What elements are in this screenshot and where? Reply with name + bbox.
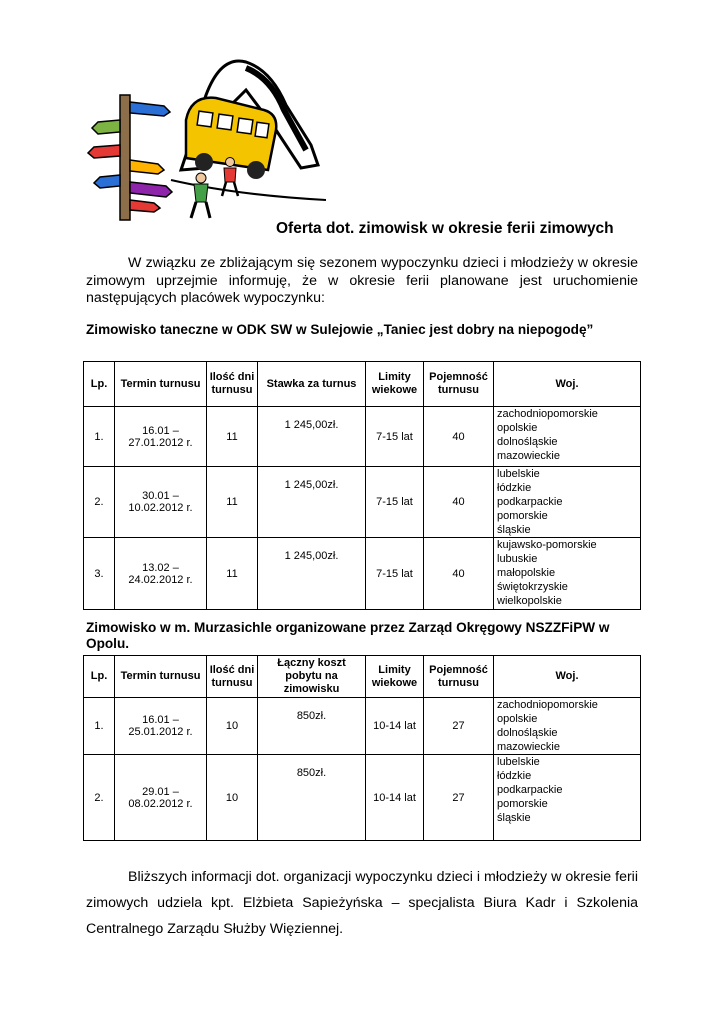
table-row: [84, 467, 641, 538]
voivodeship-item: podkarpackie: [497, 784, 563, 796]
voivodeship-item: podkarpackie: [497, 496, 563, 508]
row-capacity: 27: [424, 698, 494, 755]
bus-signpost-clipart: [86, 50, 326, 225]
voivodeship-item: wielkopolskie: [497, 595, 562, 607]
table-row: [84, 755, 641, 841]
voivodeship-item: łódzkie: [497, 770, 532, 782]
voivodeship-item: małopolskie: [497, 567, 556, 579]
voivodeship-item: mazowieckie: [497, 450, 560, 462]
voivodeship-item: opolskie: [497, 713, 538, 725]
sign-arrow: [94, 175, 120, 188]
header-cost: Łączny koszt pobytu na zimowisku: [258, 656, 366, 698]
voivodeship-item: kujawsko-pomorskie: [497, 539, 597, 551]
row-number: 1.: [84, 407, 115, 467]
row-term: 13.02 – 24.02.2012 r.: [115, 538, 207, 610]
sign-arrow: [130, 160, 164, 174]
header-capacity: Pojemność turnusu: [424, 362, 494, 407]
voivodeship-item: mazowieckie: [497, 741, 560, 753]
sign-arrow: [88, 145, 120, 158]
row-number: 2.: [84, 467, 115, 538]
table-header-row: [84, 656, 641, 698]
row-term: 16.01 – 25.01.2012 r.: [115, 698, 207, 755]
sign-arrow: [130, 200, 160, 212]
table-row: [84, 538, 641, 610]
header-lp: Lp.: [84, 656, 115, 698]
page-title: Oferta dot. zimowisk w okresie ferii zimowych: [276, 220, 614, 237]
row-term: 29.01 – 08.02.2012 r.: [115, 755, 207, 841]
closing-paragraph: [86, 864, 638, 942]
row-age-limit: 7-15 lat: [366, 407, 424, 467]
voivodeship-item: śląskie: [497, 524, 531, 536]
section2-table: [83, 655, 641, 841]
header-term: Termin turnusu: [115, 362, 207, 407]
header-woj: Woj.: [494, 656, 641, 698]
row-capacity: 27: [424, 755, 494, 841]
intro-text: W związku ze zbliżającym się sezonem wypoczynku dzieci i młodzieży w okresie zimowym uprzejmie informuję, że w okresie ferii planowane jest uruchomienie następujących placówek wypoczynku:: [86, 255, 638, 306]
header-days: Ilość dni turnusu: [207, 362, 258, 407]
table-row: [84, 407, 641, 467]
voivodeship-item: opolskie: [497, 422, 538, 434]
row-capacity: 40: [424, 407, 494, 467]
row-age-limit: 10-14 lat: [366, 755, 424, 841]
voivodeship-item: dolnośląskie: [497, 436, 558, 448]
row-days: 11: [207, 467, 258, 538]
voivodeship-item: śląskie: [497, 812, 531, 824]
row-rate: 850zł.: [258, 755, 366, 841]
section1-title: Zimowisko taneczne w ODK SW w Sulejowie „Taniec jest dobry na niepogodę”: [86, 322, 594, 337]
sign-arrow: [92, 120, 120, 134]
header-age: Limity wiekowe: [366, 362, 424, 407]
table-row: [84, 698, 641, 755]
voivodeship-item: pomorskie: [497, 510, 548, 522]
row-days: 10: [207, 698, 258, 755]
row-voivodeships: [494, 467, 641, 538]
voivodeship-item: dolnośląskie: [497, 727, 558, 739]
row-rate: 1 245,00zł.: [258, 467, 366, 538]
header-woj: Woj.: [494, 362, 641, 407]
row-age-limit: 7-15 lat: [366, 538, 424, 610]
row-voivodeships: [494, 407, 641, 467]
sign-arrow: [130, 102, 170, 116]
header-rate: Stawka za turnus: [258, 362, 366, 407]
voivodeship-item: pomorskie: [497, 798, 548, 810]
header-lp: Lp.: [84, 362, 115, 407]
row-voivodeships: [494, 755, 641, 841]
row-capacity: 40: [424, 538, 494, 610]
row-voivodeships: [494, 698, 641, 755]
row-number: 3.: [84, 538, 115, 610]
row-rate: 850zł.: [258, 698, 366, 755]
row-age-limit: 7-15 lat: [366, 467, 424, 538]
closing-text: Bliższych informacji dot. organizacji wypoczynku dzieci i młodzieży w okresie ferii zimowych udziela kpt. Elżbieta Sapieżyńska – specjalista Biura Kadr i Szkolenia Centralnego Zarządu Służby Więziennej.: [86, 869, 638, 937]
row-capacity: 40: [424, 467, 494, 538]
row-days: 11: [207, 538, 258, 610]
voivodeship-item: zachodniopomorskie: [497, 408, 598, 420]
intro-paragraph: [86, 255, 638, 308]
voivodeship-item: zachodniopomorskie: [497, 699, 598, 711]
table-header-row: [84, 362, 641, 407]
header-capacity: Pojemność turnusu: [424, 656, 494, 698]
row-number: 2.: [84, 755, 115, 841]
section2-title: Zimowisko w m. Murzasichle organizowane przez Zarząd Okręgowy NSZZFiPW w Opolu.: [86, 620, 610, 651]
section1-table: [83, 361, 641, 610]
sign-arrow: [130, 182, 172, 197]
voivodeship-item: lubelskie: [497, 468, 540, 480]
row-term: 30.01 – 10.02.2012 r.: [115, 467, 207, 538]
voivodeship-item: łódzkie: [497, 482, 532, 494]
header-days: Ilość dni turnusu: [207, 656, 258, 698]
header-age: Limity wiekowe: [366, 656, 424, 698]
voivodeship-item: świętokrzyskie: [497, 581, 568, 593]
row-age-limit: 10-14 lat: [366, 698, 424, 755]
header-term: Termin turnusu: [115, 656, 207, 698]
row-days: 10: [207, 755, 258, 841]
voivodeship-item: lubelskie: [497, 756, 540, 768]
row-number: 1.: [84, 698, 115, 755]
row-rate: 1 245,00zł.: [258, 407, 366, 467]
row-term: 16.01 – 27.01.2012 r.: [115, 407, 207, 467]
row-days: 11: [207, 407, 258, 467]
voivodeship-item: lubuskie: [497, 553, 538, 565]
row-voivodeships: [494, 538, 641, 610]
signpost-pole: [120, 95, 130, 220]
row-rate: 1 245,00zł.: [258, 538, 366, 610]
